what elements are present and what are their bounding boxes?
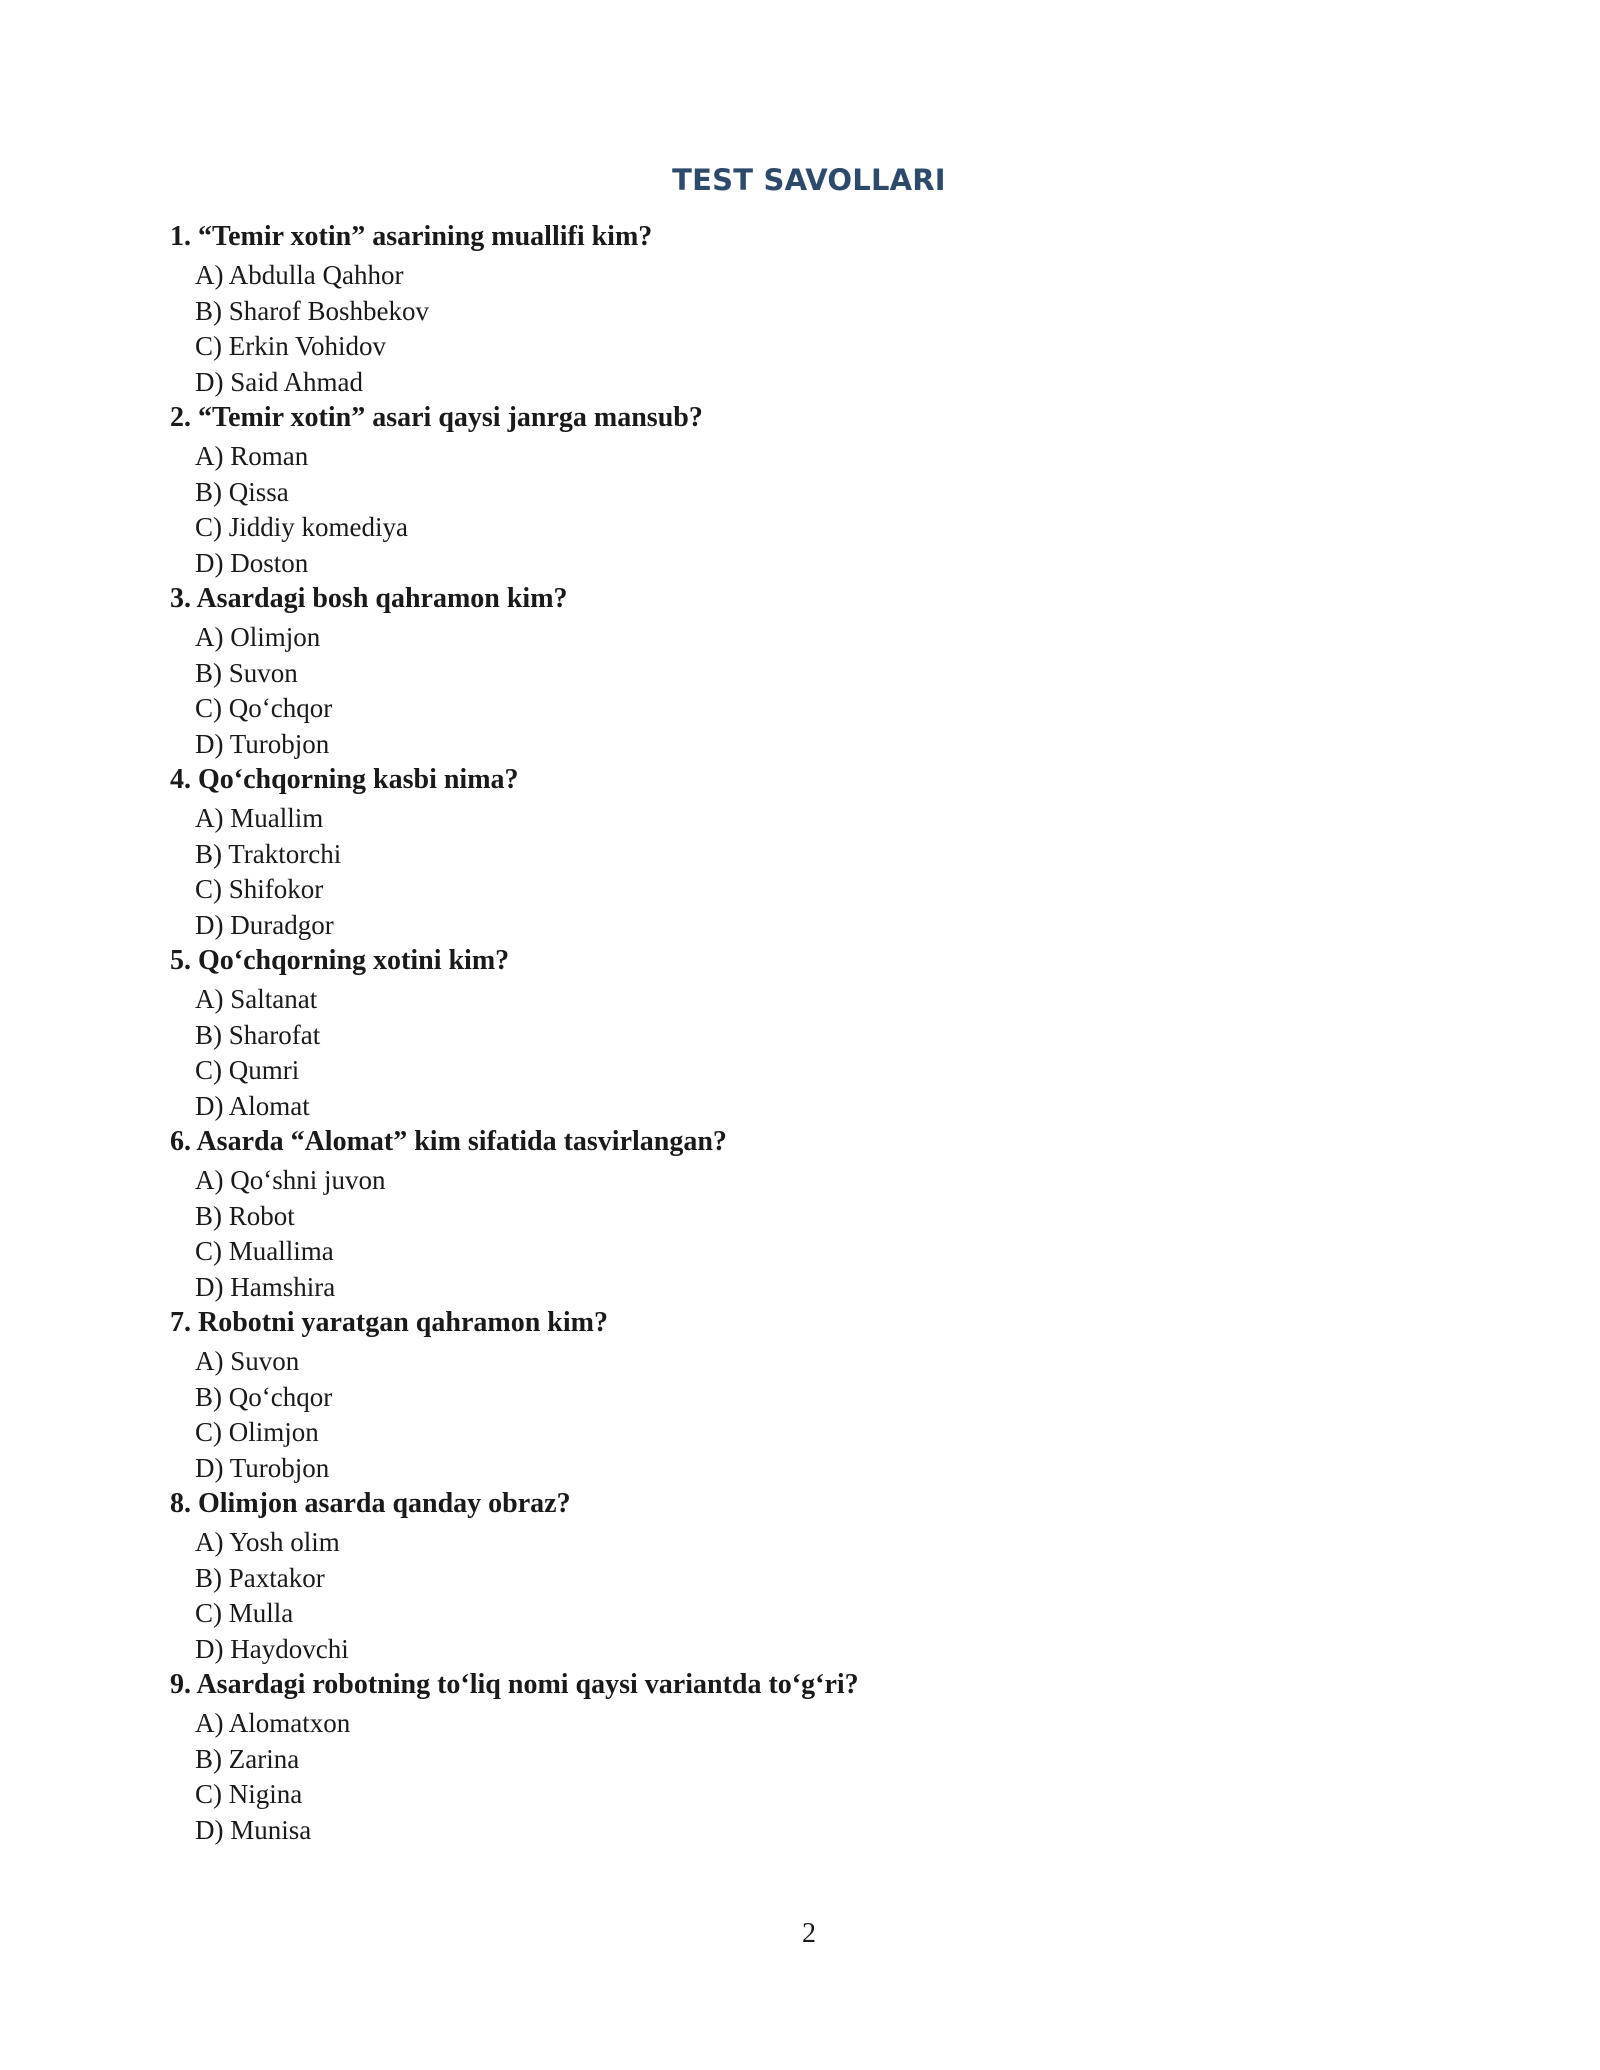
answer-option-d: D) Said Ahmad [195, 366, 363, 397]
question-text: 7. Robotni yaratgan qahramon kim? [170, 1307, 608, 1338]
question-7 [170, 1305, 1470, 1486]
answer-option-a: A) Olimjon [195, 622, 321, 652]
answer-options [170, 258, 1470, 400]
answer-option-d: D) Hamshira [195, 1271, 336, 1302]
answer-option-d: D) Duradgor [195, 909, 334, 940]
answer-option-b: B) Qissa [195, 476, 289, 507]
answer-options [170, 1706, 1470, 1848]
question-list [170, 219, 1470, 1848]
answer-option-c: C) Jiddiy komediya [195, 512, 408, 542]
answer-option-c: C) Qo‘chqor [195, 693, 333, 723]
question-4 [170, 762, 1470, 943]
page-title-text: TEST SAVOLLARI [672, 163, 946, 197]
answer-option-d: D) Doston [195, 547, 309, 578]
answer-option-c: C) Shifokor [195, 874, 324, 904]
question-6 [170, 1124, 1470, 1305]
question-8 [170, 1486, 1470, 1667]
answer-option-b: B) Paxtakor [195, 1562, 325, 1593]
answer-option-a: A) Yosh olim [195, 1527, 340, 1557]
answer-option-a: A) Saltanat [195, 984, 318, 1014]
answer-option-b: B) Robot [195, 1200, 295, 1231]
answer-option-b: B) Sharof Boshbekov [195, 295, 429, 326]
answer-option-d: D) Haydovchi [195, 1633, 349, 1664]
answer-option-d: D) Turobjon [195, 1452, 330, 1483]
answer-option-a: A) Muallim [195, 803, 324, 833]
answer-option-c: C) Qumri [195, 1055, 300, 1085]
answer-option-d: D) Alomat [195, 1090, 310, 1121]
question-text: 8. Olimjon asarda qanday obraz? [170, 1488, 571, 1519]
question-text: 2. “Temir xotin” asari qaysi janrga mansub? [170, 402, 703, 433]
answer-option-d: D) Turobjon [195, 728, 330, 759]
answer-option-a: A) Roman [195, 441, 309, 471]
answer-option-d: D) Munisa [195, 1814, 312, 1845]
answer-option-b: B) Sharofat [195, 1019, 321, 1050]
question-9 [170, 1667, 1470, 1848]
question-1 [170, 219, 1470, 400]
answer-option-b: B) Qo‘chqor [195, 1381, 333, 1412]
question-5 [170, 943, 1470, 1124]
answer-option-a: A) Qo‘shni juvon [195, 1165, 386, 1195]
question-2 [170, 400, 1470, 581]
answer-option-b: B) Suvon [195, 657, 298, 688]
question-text: 9. Asardagi robotning to‘liq nomi qaysi variantda to‘g‘ri? [170, 1669, 859, 1700]
answer-option-a: A) Abdulla Qahhor [195, 260, 404, 290]
question-text: 6. Asarda “Alomat” kim sifatida tasvirlangan? [170, 1126, 727, 1157]
answer-option-b: B) Zarina [195, 1743, 300, 1774]
answer-option-c: C) Muallima [195, 1236, 334, 1266]
question-3 [170, 581, 1470, 762]
question-text: 4. Qo‘chqorning kasbi nima? [170, 764, 519, 795]
answer-options [170, 1344, 1470, 1486]
answer-option-c: C) Nigina [195, 1779, 303, 1809]
answer-options [170, 439, 1470, 581]
answer-options [170, 1525, 1470, 1667]
answer-options [170, 1163, 1470, 1305]
answer-options [170, 801, 1470, 943]
answer-option-a: A) Alomatxon [195, 1708, 351, 1738]
question-text: 3. Asardagi bosh qahramon kim? [170, 583, 568, 614]
answer-options [170, 620, 1470, 762]
question-text: 1. “Temir xotin” asarining muallifi kim? [170, 221, 653, 252]
answer-option-b: B) Traktorchi [195, 838, 342, 869]
answer-option-a: A) Suvon [195, 1346, 300, 1376]
answer-option-c: C) Olimjon [195, 1417, 319, 1447]
page-title [0, 163, 1600, 197]
answer-option-c: C) Erkin Vohidov [195, 331, 387, 361]
page-number: 2 [802, 1918, 816, 1949]
answer-options [170, 982, 1470, 1124]
answer-option-c: C) Mulla [195, 1598, 294, 1628]
question-text: 5. Qo‘chqorning xotini kim? [170, 945, 510, 976]
